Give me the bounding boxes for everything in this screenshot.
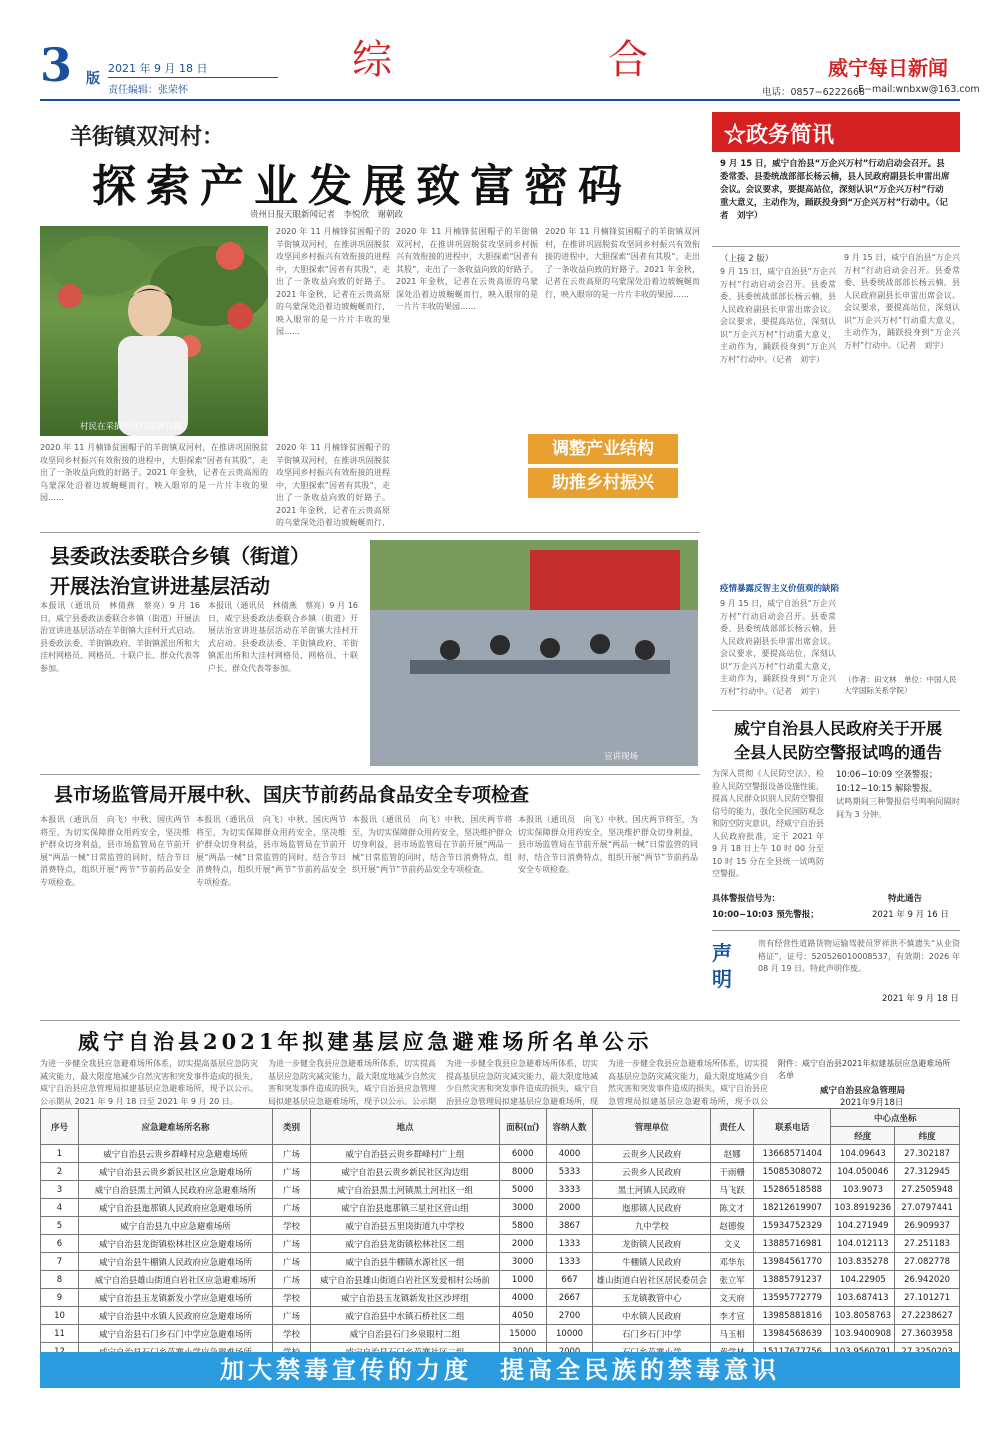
cell-phone: 13984568639 [754, 1325, 831, 1343]
cell-lat: 27.302187 [895, 1145, 960, 1163]
notice-body: 为深入贯彻《人民防空法》，检验人民防空警报设备设施性能，提高人民群众识别人民防空警报信号的能力，强化全民国防观念和防空防灾意识，经威宁自治县人民政府批准，定于 2021 年 9 月 18 日上午 10 时 00 分至 10 时 15 分在全县统一试鸣防空警报。 [712, 769, 824, 878]
cell-manager: 石门乡石门中学 [593, 1325, 711, 1343]
roster-table-wrap [40, 1108, 960, 1361]
table-row [41, 1199, 960, 1217]
shelter-roster [40, 1020, 960, 1360]
contact-email: E−mail:wnbxw@163.com [858, 84, 980, 95]
banner-slogan: 加大禁毒宣传的力度 提高全民族的禁毒意识 [220, 1355, 780, 1384]
cell-name: 威宁自治县龙街镇松林社区应急避难场所 [79, 1235, 273, 1253]
cell-area: 5800 [499, 1217, 546, 1235]
cell-person: 干雨栅 [711, 1163, 754, 1181]
cell-area: 3000 [499, 1253, 546, 1271]
column-title-bar [712, 112, 960, 152]
cell-lng: 103.835278 [831, 1253, 895, 1271]
article-headline: 县市场监管局开展中秋、国庆节前药品食品安全专项检查 [54, 784, 530, 806]
cell-index: 7 [41, 1253, 79, 1271]
pomegranate-photo [40, 226, 268, 436]
bulletin: 9 月 15 日，威宁自治县“万企兴万村”行动启动会召开。县委常委、县委统战部部长杨云楠，县人民政府副县长申雷出席会议。会议要求，要提高站位，深刻认识“万企兴万村”行动重大意义，主动作为，踊跃投身到“万企兴万村”行动中。（记者 刘宇） [720, 159, 950, 221]
cell-category: 广场 [273, 1145, 311, 1163]
article-byline: 贵州日报天眼新闻记者 李悦欣 谢朝政 [250, 210, 404, 220]
cell-capacity: 3867 [546, 1217, 593, 1235]
commentary-body-b: 9 月 15 日，威宁自治县“万企兴万村”行动启动会召开。县委常委、县委统战部部长杨云楠，县人民政府副县长申雷出席会议。会议要求，要提高站位，深刻认识“万企兴万村”行动重大意义，主动作为，踊跃投身到“万企兴万村”行动中。（记者 刘宇） [844, 253, 960, 350]
cell-category: 广场 [273, 1163, 311, 1181]
cell-phone: 13595772779 [754, 1289, 831, 1307]
cell-name: 威宁自治县牛棚镇人民政府应急避难场所 [79, 1253, 273, 1271]
cell-capacity: 10000 [546, 1325, 593, 1343]
cell-person: 李才宣 [711, 1307, 754, 1325]
cell-location: 威宁自治县龙街镇松林社区二组 [311, 1235, 500, 1253]
article-body-col4: 2020 年 11 月楠锋贫困帽子的羊街镇双河村，在推讲巩固脱贫攻坚同乡村振兴有效衔接的进程中，大胆探索“因者有其股”，走出了一条收益向致的好路子。2021 年金秋，记者在云贵高原的乌蒙深处沿着边坡蜿蜒而行，映入眼帘的是一片片丰收的果园…… [545, 227, 700, 299]
roster-date: 2021年9月18日 [840, 1098, 904, 1108]
cell-lat: 27.101271 [895, 1289, 960, 1307]
roster-table [40, 1108, 960, 1361]
article-body-a: 本报讯（通讯员 向飞）中秋、国庆两节将至，为切实保障群众用药安全，坚决维护群众切身利益，县市场监管局在节前开展“两品一械”日常监管的同时，结合节日消费特点，组织开展“两节”节前药品安全专项检查。 [40, 815, 190, 887]
notice-signal-3: 10:12−10:15 解除警报。 [836, 784, 938, 794]
cell-lng: 103.9073 [831, 1181, 895, 1199]
roster-org: 威宁自治县应急管理局 [820, 1086, 906, 1096]
cell-name: 威宁自治县九中应急避难场所 [79, 1217, 273, 1235]
cell-category: 广场 [273, 1307, 311, 1325]
cell-manager: 玉龙镇教管中心 [593, 1289, 711, 1307]
cell-capacity: 1333 [546, 1235, 593, 1253]
col-location: 地点 [311, 1109, 500, 1145]
cell-lng: 103.9400908 [831, 1325, 895, 1343]
col-manager: 管理单位 [593, 1109, 711, 1145]
air-defense-notice [712, 710, 960, 926]
roster-body [41, 1145, 960, 1361]
cell-area: 6000 [499, 1145, 546, 1163]
col-coord-group: 中心点坐标 [831, 1109, 960, 1127]
cell-manager: 中水镇人民政府 [593, 1307, 711, 1325]
notice-signal-1: 10:00−10:03 预先警报； [712, 910, 819, 920]
cell-location: 威宁自治县云贵乡新民社区沟边组 [311, 1163, 500, 1181]
cell-location: 威宁自治县中水镇石桥社区二组 [311, 1307, 500, 1325]
cell-manager: 雄山街道白岩社区居民委员会 [593, 1271, 711, 1289]
cell-person: 文义 [711, 1235, 754, 1253]
cell-category: 学校 [273, 1289, 311, 1307]
cell-lat: 27.2505948 [895, 1181, 960, 1199]
col-person: 责任人 [711, 1109, 754, 1145]
table-row [41, 1253, 960, 1271]
cell-index: 3 [41, 1181, 79, 1199]
cell-name: 威宁自治县黑土河镇人民政府应急避难场所 [79, 1181, 273, 1199]
table-row [41, 1235, 960, 1253]
article-body-col5: 2020 年 11 月楠锋贫困帽子的羊街镇双河村，在推讲巩固脱贫攻坚同乡村振兴有效衔接的进程中，大胆探索“因者有其股”，走出了一条收益向致的好路子。2021 年金秋，记者在云贵高原的乌蒙深处沿着边坡蜿蜒而行，映入眼帘的是一片片丰收的果园…… [276, 227, 390, 336]
cell-location: 威宁自治县黑土河镇黑土河社区一组 [311, 1181, 500, 1199]
roster-header-row [41, 1109, 960, 1127]
cell-lng: 104.271949 [831, 1217, 895, 1235]
article-kicker: 羊街镇双河村： [70, 124, 225, 150]
page-suffix: 版 [86, 71, 100, 87]
cell-location: 威宁自治县牛棚镇水源社区一组 [311, 1253, 500, 1271]
col-capacity: 容纳人数 [546, 1109, 593, 1145]
cell-phone: 18212619907 [754, 1199, 831, 1217]
cell-phone: 13885791237 [754, 1271, 831, 1289]
cell-capacity: 4000 [546, 1145, 593, 1163]
roster-intro-b: 为进一步健全我县应急避难场所体系，切实提高基层应急防灾减灾能力，最大限度地减少自然灾害和突发事件造成的损失，威宁自治县应急管理局拟建基层应急避难场所，现予以公示。公示期 [268, 1059, 436, 1106]
cell-location: 威宁自治县云贵乡群峰村广上组 [311, 1145, 500, 1163]
cell-manager: 牛棚镇人民政府 [593, 1253, 711, 1271]
cell-lng: 103.687413 [831, 1289, 895, 1307]
cell-index: 6 [41, 1235, 79, 1253]
article-legal-outreach [40, 532, 700, 772]
cell-manager: 云贵乡人民政府 [593, 1163, 711, 1181]
masthead [0, 0, 1000, 104]
column-title: ☆政务简讯 [724, 122, 835, 148]
cell-capacity: 2000 [546, 1199, 593, 1217]
page-number: 3 [40, 38, 73, 92]
meeting-illustration [370, 540, 698, 766]
issue-date: 2021 年 9 月 18 日 [108, 62, 208, 75]
cell-lng: 104.22905 [831, 1271, 895, 1289]
meeting-photo [370, 540, 698, 766]
roster-intro-d: 为进一步健全我县应急避难场所体系，切实提高基层应急防灾减灾能力，最大限度地减少自然灾害和突发事件造成的损失，威宁自治县应急管理局拟建基层应急避难场所，现予以公 [608, 1059, 768, 1106]
cell-index: 2 [41, 1163, 79, 1181]
cell-phone: 13984561770 [754, 1253, 831, 1271]
cell-index: 5 [41, 1217, 79, 1235]
commentary-body-a: 9 月 15 日，威宁自治县“万企兴万村”行动启动会召开。县委常委、县委统战部部长杨云楠，县人民政府副县长申雷出席会议。会议要求，要提高站位，深刻认识“万企兴万村”行动重大意义，主动作为，踊跃投身到“万企兴万村”行动中。（记者 刘宇） [720, 267, 836, 364]
table-row [41, 1271, 960, 1289]
cell-lng: 103.8058763 [831, 1307, 895, 1325]
photo-caption: 宣讲现场 [603, 752, 638, 762]
cell-category: 广场 [273, 1235, 311, 1253]
cell-manager: 迤那镇人民政府 [593, 1199, 711, 1217]
article-market-inspection [40, 774, 700, 1020]
photo-illustration [40, 226, 268, 436]
cell-capacity: 1333 [546, 1253, 593, 1271]
table-row [41, 1307, 960, 1325]
col-area: 面积(㎡) [499, 1109, 546, 1145]
cell-phone: 13668571404 [754, 1145, 831, 1163]
cell-person: 赵娜 [711, 1145, 754, 1163]
anti-drug-banner [40, 1352, 960, 1388]
article-body-c: 本报讯（通讯员 向飞）中秋、国庆两节将至，为切实保障群众用药安全，坚决维护群众切身利益，县市场监管局在节前开展“两品一械”日常监管的同时，结合节日消费特点，组织开展“两节”节前药品安全专项检查。 [352, 815, 512, 874]
cell-person: 邓华东 [711, 1253, 754, 1271]
cell-area: 3000 [499, 1199, 546, 1217]
statement-date: 2021 年 9 月 18 日 [882, 994, 959, 1004]
notice-date: 2021 年 9 月 16 日 [872, 910, 949, 920]
notice-note: 试鸣期间三种警报信号鸣响间隔时间为 3 分钟。 [836, 797, 960, 819]
cell-location: 威宁自治县石门乡泉眼村二组 [311, 1325, 500, 1343]
cell-area: 15000 [499, 1325, 546, 1343]
commentary-body-c: 9 月 15 日，威宁自治县“万企兴万村”行动启动会召开。县委常委、县委统战部部长杨云楠，县人民政府副县长申雷出席会议。会议要求，要提高站位，深刻认识“万企兴万村”行动重大意义，主动作为，踊跃投身到“万企兴万村”行动中。（记者 刘宇） [720, 599, 836, 696]
cell-lat: 27.2238627 [895, 1307, 960, 1325]
cell-lng: 104.050046 [831, 1163, 895, 1181]
cell-name: 威宁自治县石门乡石门中学应急避难场所 [79, 1325, 273, 1343]
cell-index: 1 [41, 1145, 79, 1163]
notice-signals-label: 具体警报信号为： [712, 894, 781, 904]
cell-manager: 龙街镇人民政府 [593, 1235, 711, 1253]
cell-capacity: 2667 [546, 1289, 593, 1307]
table-row [41, 1163, 960, 1181]
table-row [41, 1145, 960, 1163]
cell-person: 陈文才 [711, 1199, 754, 1217]
notice-tag: 特此通告 [888, 894, 923, 904]
cell-area: 4000 [499, 1289, 546, 1307]
editor-credit: 责任编辑：张荣怀 [108, 85, 188, 96]
paper-name: 威宁每日新闻 [828, 56, 948, 80]
article-body-col3: 2020 年 11 月楠锋贫困帽子的羊街镇双河村，在推讲巩固脱贫攻坚同乡村振兴有效衔接的进程中，大胆探索“因者有其股”，走出了一条收益向致的好路子。2021 年金秋，记者在云贵高原的乌蒙深处沿着边坡蜿蜒而行，映入眼帘的是一片片丰收的果园…… [396, 227, 538, 311]
cell-location: 威宁自治县雄山街道白岩社区发爱相村公场前 [311, 1271, 500, 1289]
section-char-2: 合 [608, 37, 648, 83]
cell-area: 2000 [499, 1235, 546, 1253]
cell-name: 威宁自治县中水镇人民政府应急避难场所 [79, 1307, 273, 1325]
cell-category: 学校 [273, 1217, 311, 1235]
cell-person: 张立军 [711, 1271, 754, 1289]
sub-banner-line1: 调整产业结构 [528, 434, 678, 464]
cell-index: 8 [41, 1271, 79, 1289]
cell-area: 1000 [499, 1271, 546, 1289]
roster-intro-c: 为进一步健全我县应急避难场所体系，切实提高基层应急防灾减灾能力，最大限度地减少自然灾害和突发事件造成的损失，威宁自治县应急管理局拟建基层应急避难场所，现 [446, 1059, 598, 1106]
col-category: 类别 [273, 1109, 311, 1145]
article-headline: 探索产业发展致富密码 [92, 161, 632, 212]
roster-intro-a: 为进一步健全我县应急避难场所体系，切实提高基层应急防灾减灾能力，最大限度地减少自然灾害和突发事件造成的损失，威宁自治县应急管理局拟建基层应急避难场所，现予以公示。公示期从 2021 年 9 月 18 日至 2021 年 9 月 20 日。 [40, 1059, 258, 1106]
cell-area: 5000 [499, 1181, 546, 1199]
cell-lng: 104.09643 [831, 1145, 895, 1163]
commentary-subhead: 疫情暴露反智主义价值观的缺陷 [720, 584, 840, 594]
table-row [41, 1217, 960, 1235]
cell-person: 马玉相 [711, 1325, 754, 1343]
cell-phone: 15934752329 [754, 1217, 831, 1235]
article-body-b: 本报讯（通讯员 林倩燕 蔡亮）9 月 16 日，威宁县委政法委联合乡镇（街道）开展法治宣讲进基层活动在羊街镇大洼村开式启动。县委政法委、羊街镇政府、羊街镇派出所和大洼村网格员、网格员、十联户长、群众代表等参加。 [208, 601, 358, 673]
cell-index: 4 [41, 1199, 79, 1217]
col-lng: 经度 [831, 1127, 895, 1145]
cell-location: 威宁自治县五里岗街道九中学校 [311, 1217, 500, 1235]
cell-area: 4050 [499, 1307, 546, 1325]
roster-title: 威宁自治县2021年拟建基层应急避难场所名单公示 [78, 1029, 653, 1054]
cell-phone: 15286518588 [754, 1181, 831, 1199]
article-body-col1: 2020 年 11 月楠锋贫困帽子的羊街镇双河村，在推讲巩固脱贫攻坚同乡村振兴有效衔接的进程中，大胆探索“因者有其股”，走出了一条收益向致的好路子。2021 年金秋，记者在云贵高原的乌蒙深处沿着边坡蜿蜒而行，映入眼帘的是一片片丰收的果园…… [40, 443, 268, 502]
col-lat: 纬度 [895, 1127, 960, 1145]
col-name: 应急避难场所名称 [79, 1109, 273, 1145]
cell-phone: 13985881816 [754, 1307, 831, 1325]
cell-name: 威宁自治县云贵乡新民社区应急避难场所 [79, 1163, 273, 1181]
cell-category: 学校 [273, 1325, 311, 1343]
article-headline-line1: 县委政法委联合乡镇（街道） [50, 544, 310, 568]
cell-manager: 黑土河镇人民政府 [593, 1181, 711, 1199]
cell-name: 威宁自治县玉龙镇新发小学应急避难场所 [79, 1289, 273, 1307]
cell-index: 11 [41, 1325, 79, 1343]
commentary-author: （作者：田文林 单位：中国人民大学国际关系学院） [844, 675, 957, 695]
cell-area: 8000 [499, 1163, 546, 1181]
statement-label: 声明 [712, 941, 732, 991]
table-row [41, 1181, 960, 1199]
cell-phone: 15085308072 [754, 1163, 831, 1181]
photo-caption: 村民在采摘双河村挂牌石榴 [80, 422, 183, 432]
cell-person: 文天府 [711, 1289, 754, 1307]
notice-title-line2: 全县人民防空警报试鸣的通告 [733, 743, 942, 762]
contact-phone: 电话：0857−6222668 [762, 87, 865, 98]
col-index: 序号 [41, 1109, 79, 1145]
article-body-a: 本报讯（通讯员 林倩燕 蔡亮）9 月 16 日，威宁县委政法委联合乡镇（街道）开展法治宣讲进基层活动在羊街镇大洼村开式启动。县委政法委、羊街镇政府、羊街镇派出所和大洼村网格员、网格员、十联户长、群众代表等参加。 [40, 601, 200, 673]
cell-manager: 云贵乡人民政府 [593, 1145, 711, 1163]
section-char-1: 综 [352, 37, 392, 83]
article-yangjie [40, 108, 700, 528]
roster-attachment: 附件：威宁自治县2021年拟建基层应急避难场所名单 [778, 1059, 951, 1080]
notice-signal-2: 10:06−10:09 空袭警报； [836, 770, 938, 780]
news-brief-column [712, 112, 960, 708]
cell-lat: 27.312945 [895, 1163, 960, 1181]
article-body-col2: 2020 年 11 月楠锋贫困帽子的羊街镇双河村，在推讲巩固脱贫攻坚同乡村振兴有效衔接的进程中，大胆探索“因者有其股”，走出了一条收益向致的好路子。2021 年金秋，记者在云贵高原的乌蒙深处沿着边坡蜿蜒而行， [276, 443, 390, 526]
statement-body: 贵有经营性道路货物运输驾驶员罗祥洪不慎遗失“从业资格证”，证号：520526010008537，有效期：2026 年 08 月 19 日。特此声明作废。 [758, 939, 960, 973]
cell-name: 威宁自治县云贵乡群峰村应急避难场所 [79, 1145, 273, 1163]
cell-lat: 27.0797441 [895, 1199, 960, 1217]
cell-category: 广场 [273, 1181, 311, 1199]
table-row [41, 1289, 960, 1307]
cell-person: 马飞跃 [711, 1181, 754, 1199]
col-phone: 联系电话 [754, 1109, 831, 1145]
article-body-b: 本报讯（通讯员 向飞）中秋、国庆两节将至，为切实保障群众用药安全，坚决维护群众切身利益，县市场监管局在节前开展“两品一械”日常监管的同时，结合节日消费特点，组织开展“两节”节前药品安全专项检查。 [196, 815, 346, 887]
cell-category: 广场 [273, 1253, 311, 1271]
cell-index: 10 [41, 1307, 79, 1325]
continued-label: （上接 2 版） [720, 254, 774, 264]
sub-banner-line2: 助推乡村振兴 [528, 468, 678, 498]
cell-lng: 103.8919236 [831, 1199, 895, 1217]
cell-category: 广场 [273, 1199, 311, 1217]
cell-capacity: 5333 [546, 1163, 593, 1181]
notice-title-line1: 威宁自治县人民政府关于开展 [733, 719, 942, 738]
statement [712, 930, 960, 1016]
cell-index: 9 [41, 1289, 79, 1307]
cell-capacity: 2700 [546, 1307, 593, 1325]
cell-lng: 104.012113 [831, 1235, 895, 1253]
cell-lat: 27.082778 [895, 1253, 960, 1271]
cell-person: 赵德俊 [711, 1217, 754, 1235]
cell-name: 威宁自治县雄山街道白岩社区应急避难场所 [79, 1271, 273, 1289]
cell-capacity: 667 [546, 1271, 593, 1289]
cell-manager: 九中学校 [593, 1217, 711, 1235]
cell-lat: 27.3603958 [895, 1325, 960, 1343]
cell-lat: 26.942020 [895, 1271, 960, 1289]
cell-location: 威宁自治县迤那镇三星社区营山组 [311, 1199, 500, 1217]
table-row [41, 1325, 960, 1343]
cell-location: 威宁自治县玉龙镇新发社区沙坪组 [311, 1289, 500, 1307]
sub-banner [528, 430, 678, 502]
cell-phone: 13885716981 [754, 1235, 831, 1253]
article-headline-line2: 开展法治宣讲进基层活动 [50, 574, 270, 598]
cell-category: 广场 [273, 1271, 311, 1289]
cell-lat: 26.909937 [895, 1217, 960, 1235]
cell-name: 威宁自治县迤那镇人民政府应急避难场所 [79, 1199, 273, 1217]
article-body-d: 本报讯（通讯员 向飞）中秋、国庆两节将至，为切实保障群众用药安全，坚决维护群众切身利益，县市场监管局在节前开展“两品一械”日常监管的同时，结合节日消费特点，组织开展“两节”节前药品安全专项检查。 [518, 815, 698, 874]
cell-lat: 27.251183 [895, 1235, 960, 1253]
cell-capacity: 3333 [546, 1181, 593, 1199]
